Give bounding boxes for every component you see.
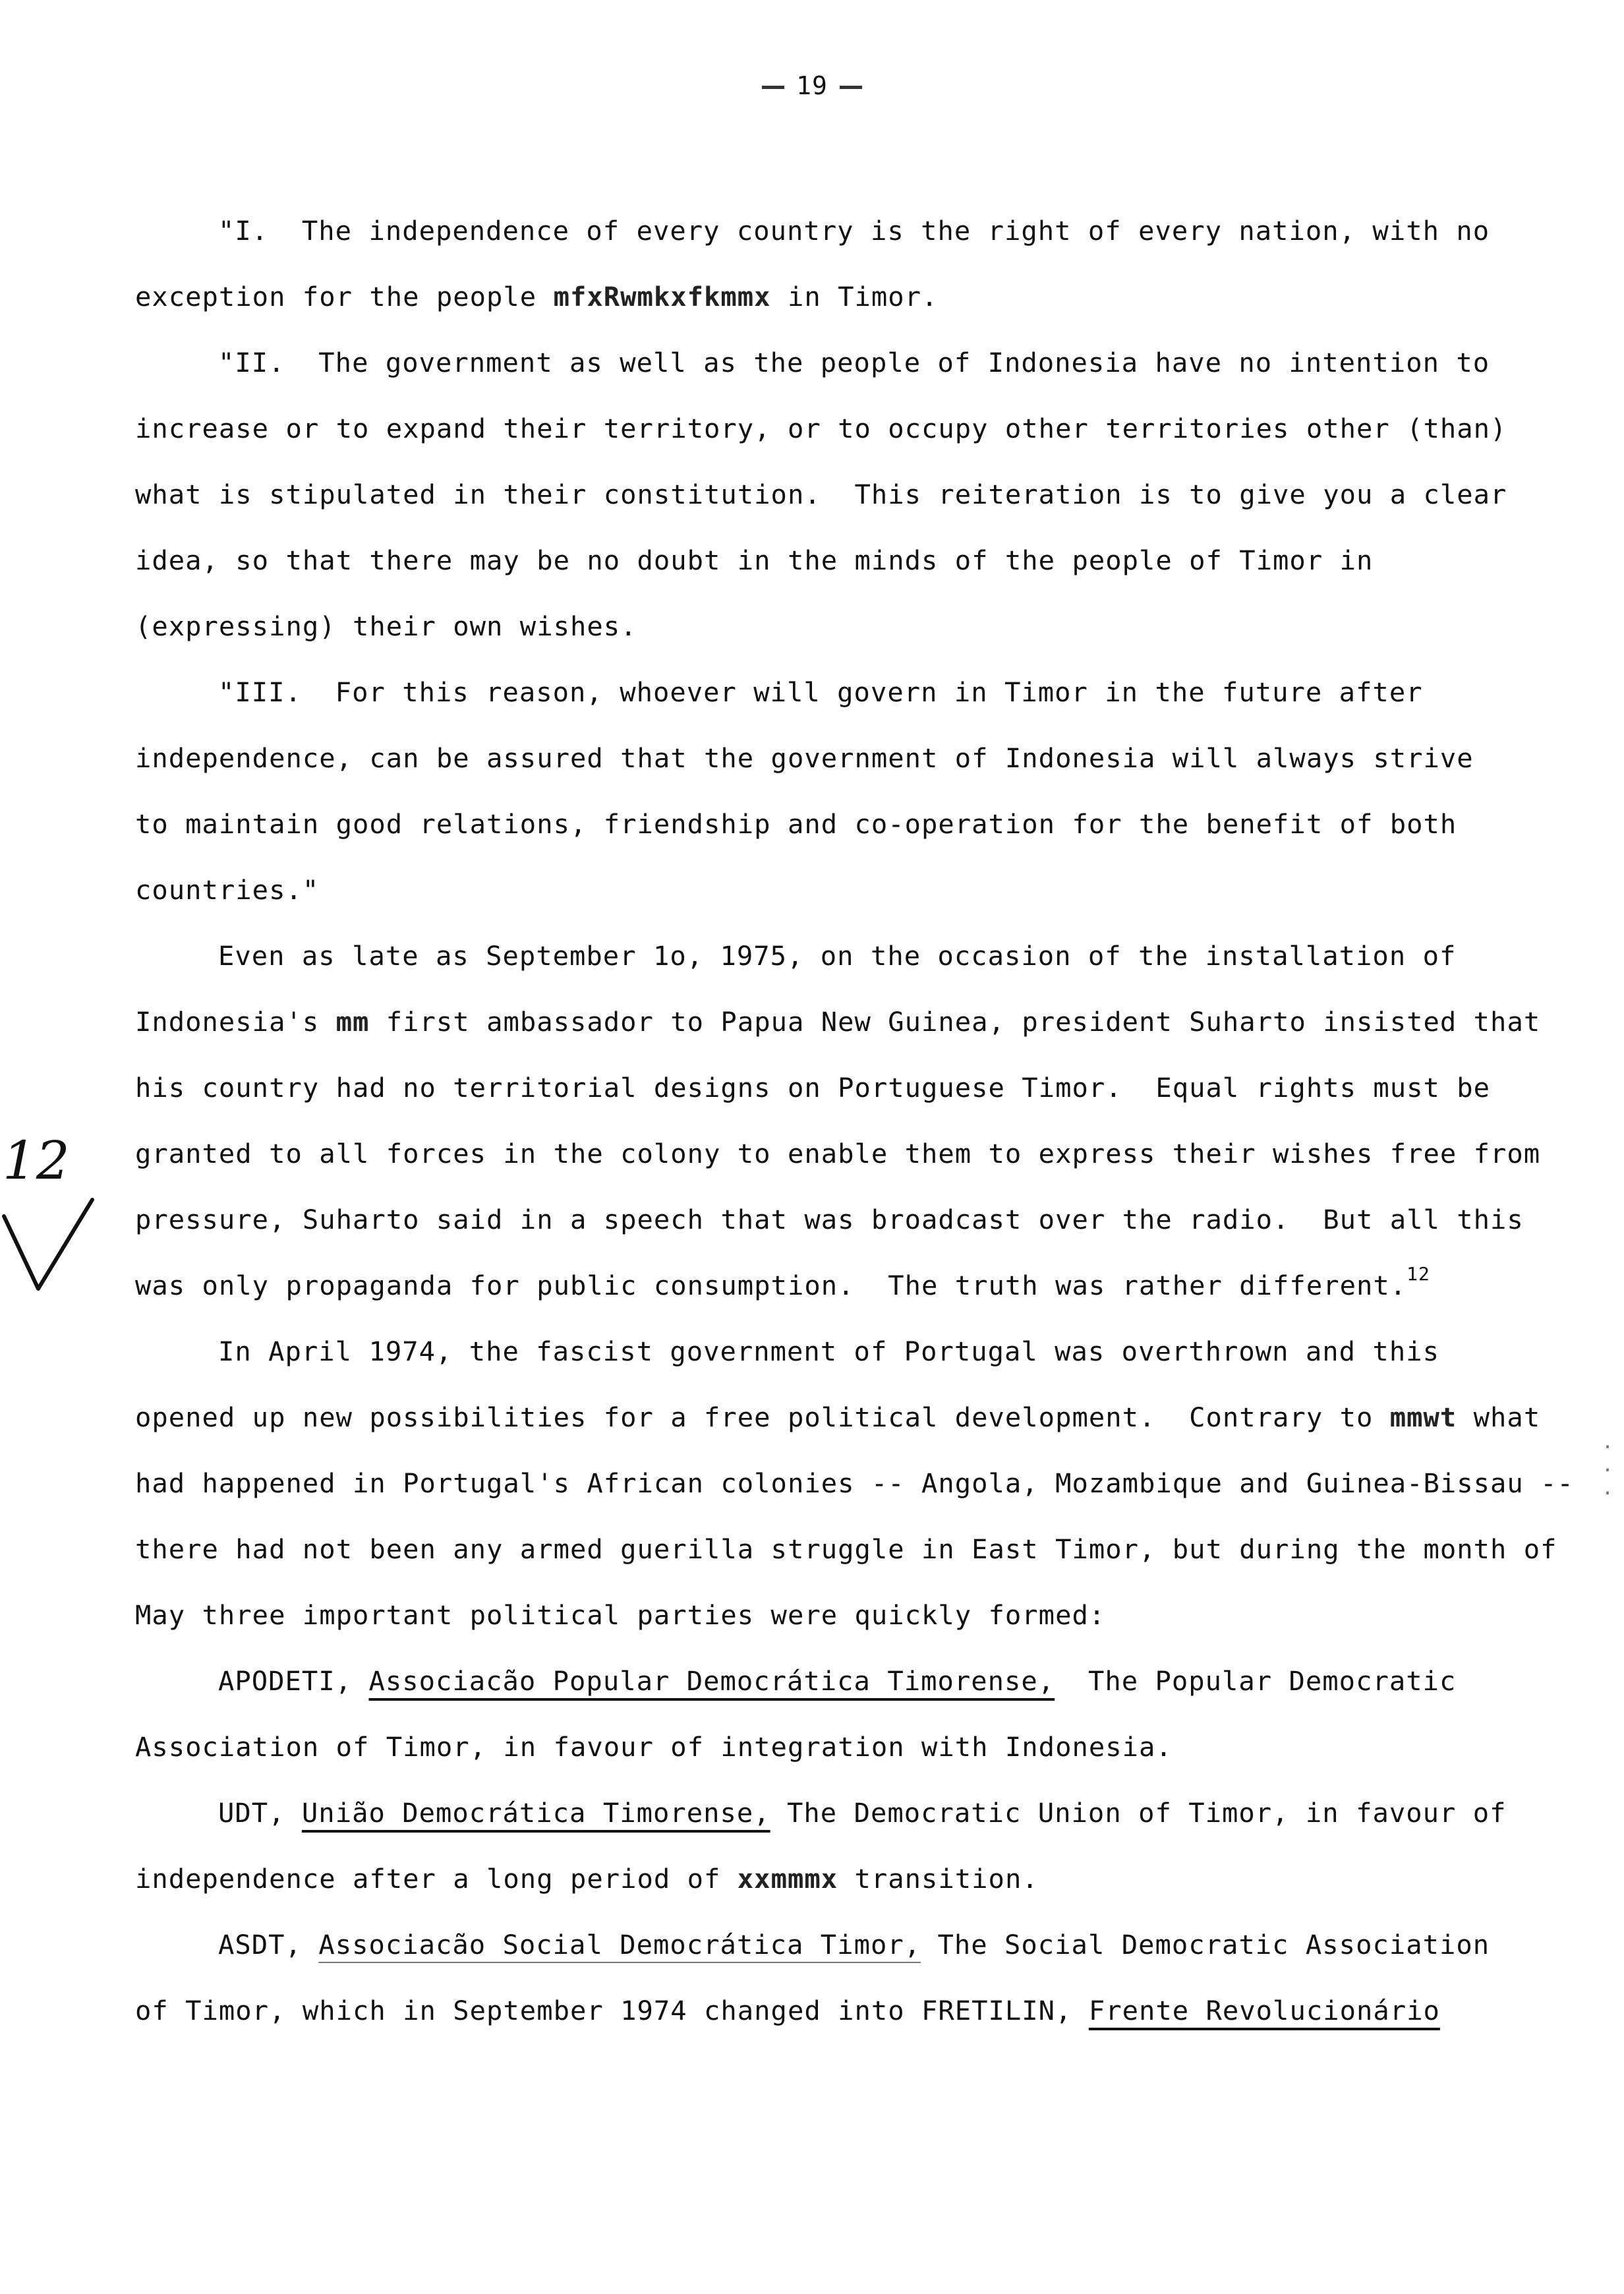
text-line: granted to all forces in the colony to enable them to express their wishes free from: [135, 1138, 1541, 1169]
text-line: "II. The government as well as the people of Indonesia have no intention to: [218, 347, 1490, 378]
party-name-underlined: Associacão Popular Democrática Timorense,: [368, 1665, 1055, 1697]
text-line: In April 1974, the fascist government of Portugal was overthrown and this: [218, 1336, 1439, 1367]
text-line: had happened in Portugal's African colonies -- Angola, Mozambique and Guinea-Bissau --: [135, 1467, 1574, 1499]
text-line: was only propaganda for public consumption. The truth was rather different.$^{12}$: [135, 1263, 1430, 1301]
party-name-underlined: União Democrática Timorense,: [301, 1797, 770, 1829]
text-line: exception for the people mfxRwmkxfkmmx in Timor.: [135, 281, 939, 312]
text-line: "I. The independence of every country is the right of every nation, with no: [218, 215, 1490, 247]
page-number-value: 19: [796, 71, 828, 100]
text-line: "III. For this reason, whoever will govern in Timor in the future after: [218, 676, 1423, 708]
dash-left: [762, 86, 784, 89]
struck-out-text: mmwt: [1389, 1401, 1457, 1433]
text-line: Indonesia's mm first ambassador to Papua New Guinea, president Suharto insisted that: [135, 1006, 1541, 1038]
text-line: independence, can be assured that the government of Indonesia will always strive: [135, 742, 1474, 774]
party-name-underlined: Associacão Social Democrática Timor,: [318, 1929, 921, 1960]
text-line: what is stipulated in their constitution. This reiteration is to give you a clear: [135, 479, 1507, 510]
text-line: Association of Timor, in favour of integration with Indonesia.: [135, 1731, 1173, 1763]
text-line: opened up new possibilities for a free political development. Contrary to mmwt what: [135, 1401, 1541, 1433]
struck-out-text: mm: [335, 1006, 370, 1038]
margin-annotation-number: 12: [3, 1130, 70, 1191]
party-entry-asdt: ASDT, Associacão Social Democrática Timor, The Social Democratic Association: [218, 1929, 1490, 1960]
struck-out-text: xxmmmx: [737, 1863, 838, 1895]
margin-annotation: [0, 1121, 99, 1299]
edge-marks: . . .: [1602, 1430, 1614, 1500]
text-line: pressure, Suharto said in a speech that was broadcast over the radio. But all this: [135, 1204, 1524, 1235]
text-line: to maintain good relations, friendship and co-operation for the benefit of both: [135, 808, 1457, 840]
text-line: May three important political parties were quickly formed:: [135, 1599, 1106, 1631]
party-entry-udt: UDT, União Democrática Timorense, The Democratic Union of Timor, in favour of: [218, 1797, 1507, 1829]
text-line: independence after a long period of xxmmmx transition.: [135, 1863, 1039, 1895]
text-line: (expressing) their own wishes.: [135, 610, 637, 642]
party-name-underlined: Frente Revolucionário: [1088, 1995, 1440, 2026]
text-line: increase or to expand their territory, or to occupy other territories other (than): [135, 413, 1507, 444]
struck-out-text: mfxRwmkxfkmmx: [553, 281, 771, 312]
text-line: idea, so that there may be no doubt in the minds of the people of Timor in: [135, 544, 1374, 576]
dash-right: [840, 86, 862, 89]
party-entry-apodeti: APODETI, Associacão Popular Democrática Timorense, The Popular Democratic: [218, 1665, 1457, 1697]
page-number: [0, 71, 1624, 100]
checkmark-icon: [0, 1121, 99, 1299]
text-line: Even as late as September 1o, 1975, on the occasion of the installation of: [218, 940, 1457, 972]
text-line: of Timor, which in September 1974 changed into FRETILIN, Frente Revolucionário: [135, 1995, 1440, 2026]
text-line: countries.": [135, 874, 320, 906]
document-body: [135, 198, 1574, 2044]
text-line: there had not been any armed guerilla struggle in East Timor, but during the month of: [135, 1533, 1557, 1565]
footnote-reference: 12: [1406, 1263, 1430, 1285]
text-line: his country had no territorial designs on Portuguese Timor. Equal rights must be: [135, 1072, 1491, 1103]
